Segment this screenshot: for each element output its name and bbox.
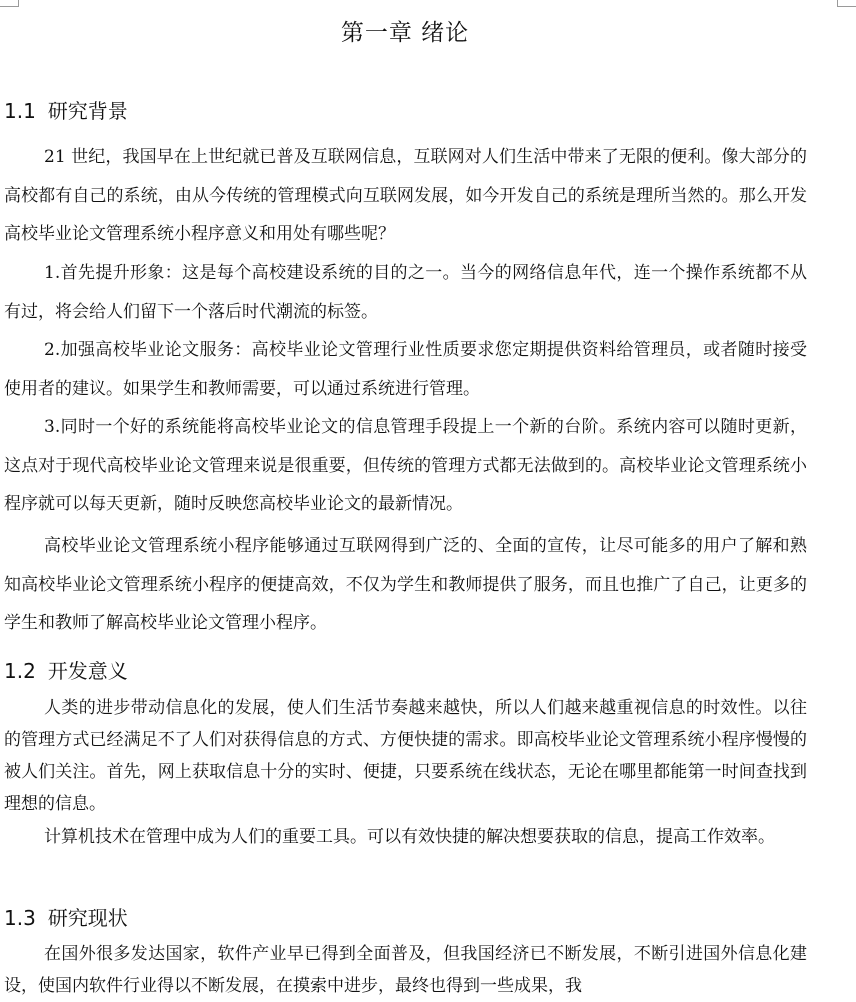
chapter-title: 第一章 绪论	[340, 20, 470, 46]
section-title: 开发意义	[47, 659, 128, 683]
paragraph: 在国外很多发达国家，软件产业早已得到全面普及，但我国经济已不断发展，不断引进国外信息化建设，使国内软件行业得以不断发展，在摸索中进步，最终也得到一些成果，我	[4, 944, 807, 996]
section-heading-research-status	[4, 902, 128, 931]
paragraph: 人类的进步带动信息化的发展，使人们生活节奏越来越快，所以人们越来越重视信息的时效性。以往的管理方式已经满足不了人们对获得信息的方式、方便快捷的需求。即高校毕业论文管理系统小程序慢慢的被人们关注。首先，网上获取信息十分的实时、便捷，只要系统在线状态，无论在哪里都能第一时间查找到理想的信息。	[4, 698, 807, 814]
paragraph: 计算机技术在管理中成为人们的重要工具。可以有效快捷的解决想要获取的信息，提高工作效率。	[44, 827, 775, 847]
paragraph: 1.首先提升形象：这是每个高校建设系统的目的之一。当今的网络信息年代，连一个操作系统都不从有过，将会给人们留下一个落后时代潮流的标签。	[4, 263, 807, 322]
section-number: 1.3	[4, 906, 36, 930]
paragraph: 高校毕业论文管理系统小程序能够通过互联网得到广泛的、全面的宣传，让尽可能多的用户了解和熟知高校毕业论文管理系统小程序的便捷高效，不仅为学生和教师提供了服务，而且也推广了自己，让更多的学生和教师了解高校毕业论文管理小程序。	[4, 536, 807, 633]
paragraph: 3.同时一个好的系统能将高校毕业论文的信息管理手段提上一个新的台阶。系统内容可以随时更新，这点对于现代高校毕业论文管理来说是很重要，但传统的管理方式都无法做到的。高校毕业论文管理系统小程序就可以每天更新，随时反映您高校毕业论文的最新情况。	[4, 417, 807, 514]
section-heading-research-background	[4, 95, 128, 124]
section-title: 研究背景	[47, 99, 128, 123]
section-heading-development-significance	[4, 655, 128, 684]
section-number: 1.1	[4, 99, 36, 123]
paragraph: 2.加强高校毕业论文服务：高校毕业论文管理行业性质要求您定期提供资料给管理员，或者随时接受使用者的建议。如果学生和教师需要，可以通过系统进行管理。	[4, 340, 807, 399]
paragraph: 21 世纪，我国早在上世纪就已普及互联网信息，互联网对人们生活中带来了无限的便利。像大部分的高校都有自己的系统，由从今传统的管理模式向互联网发展，如今开发自己的系统是理所当然的。那么开发高校毕业论文管理系统小程序意义和用处有哪些呢？	[4, 147, 807, 244]
section-number: 1.2	[4, 659, 36, 683]
section-title: 研究现状	[47, 906, 128, 930]
